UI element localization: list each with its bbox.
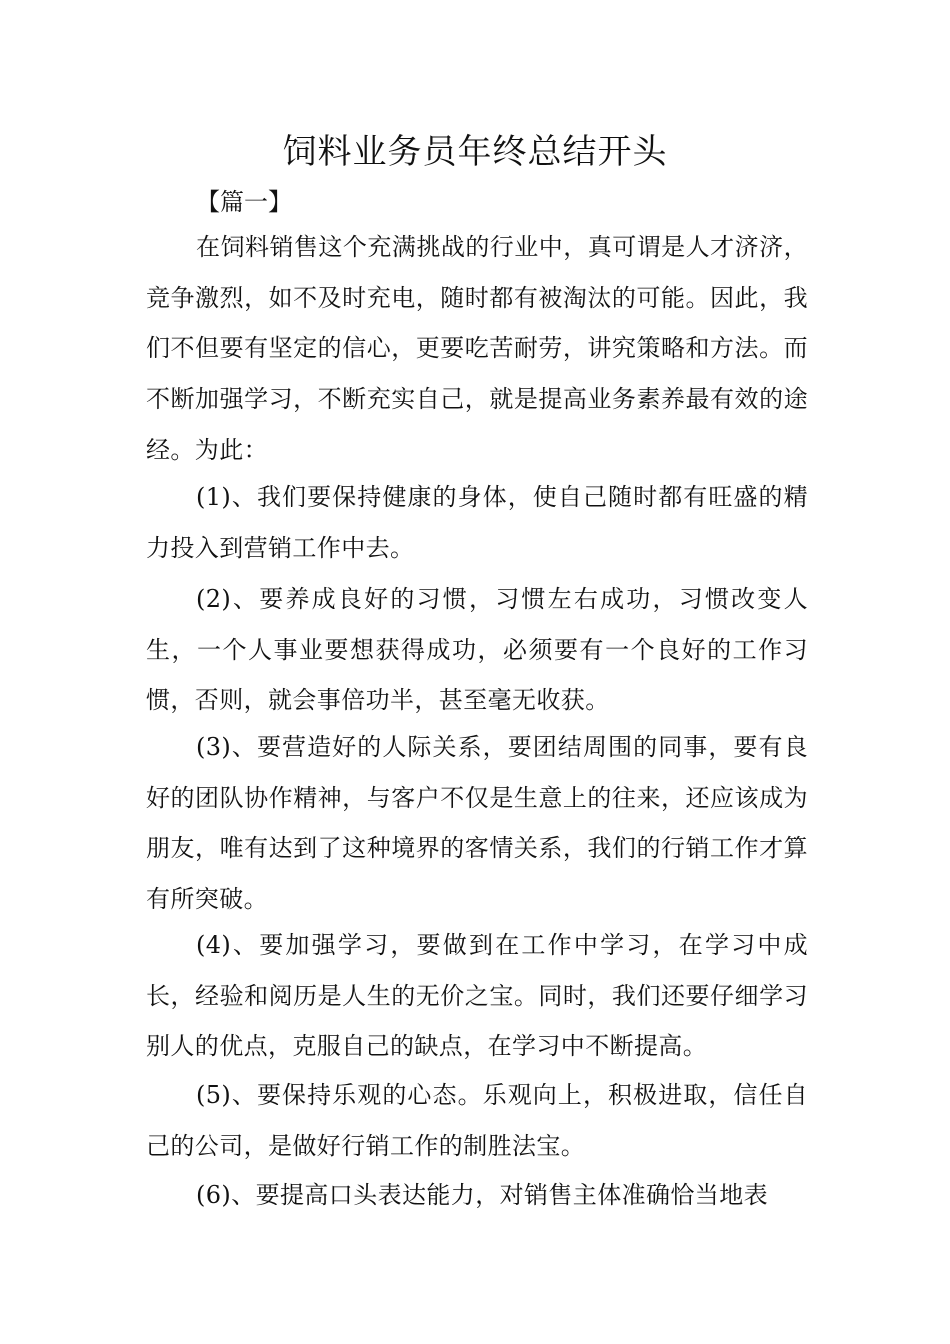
paragraph-item-1: (1)、我们要保持健康的身体，使自己随时都有旺盛的精力投入到营销工作中去。	[146, 483, 808, 562]
paragraph-item-4: (4)、要加强学习，要做到在工作中学习，在学习中成长，经验和阅历是人生的无价之宝。同时，我们还要仔细学习别人的优点，克服自己的缺点，在学习中不断提高。	[146, 931, 808, 1061]
paragraph-item-6: (6)、要提高口头表达能力，对销售主体准确恰当地表	[196, 1181, 768, 1209]
document-title: 饲料业务员年终总结开头	[282, 132, 668, 172]
paragraph-intro: 在饲料销售这个充满挑战的行业中，真可谓是人才济济，竞争激烈，如不及时充电，随时都有被淘汰的可能。因此，我们不但要有坚定的信心，更要吃苦耐劳，讲究策略和方法。而不断加强学习，不断充实自己，就是提高业务素养最有效的途经。为此：	[146, 233, 808, 464]
paragraph-item-3: (3)、要营造好的人际关系，要团结周围的同事，要有良好的团队协作精神，与客户不仅是生意上的往来，还应该成为朋友，唯有达到了这种境界的客情关系，我们的行销工作才算有所突破。	[146, 733, 808, 914]
paragraph-item-2: (2)、要养成良好的习惯，习惯左右成功，习惯改变人生，一个人事业要想获得成功，必须要有一个良好的工作习惯，否则，就会事倍功半，甚至毫无收获。	[146, 585, 808, 715]
section-label: 【篇一】	[196, 188, 292, 216]
paragraph-item-5: (5)、要保持乐观的心态。乐观向上，积极进取，信任自己的公司，是做好行销工作的制胜法宝。	[146, 1081, 808, 1160]
